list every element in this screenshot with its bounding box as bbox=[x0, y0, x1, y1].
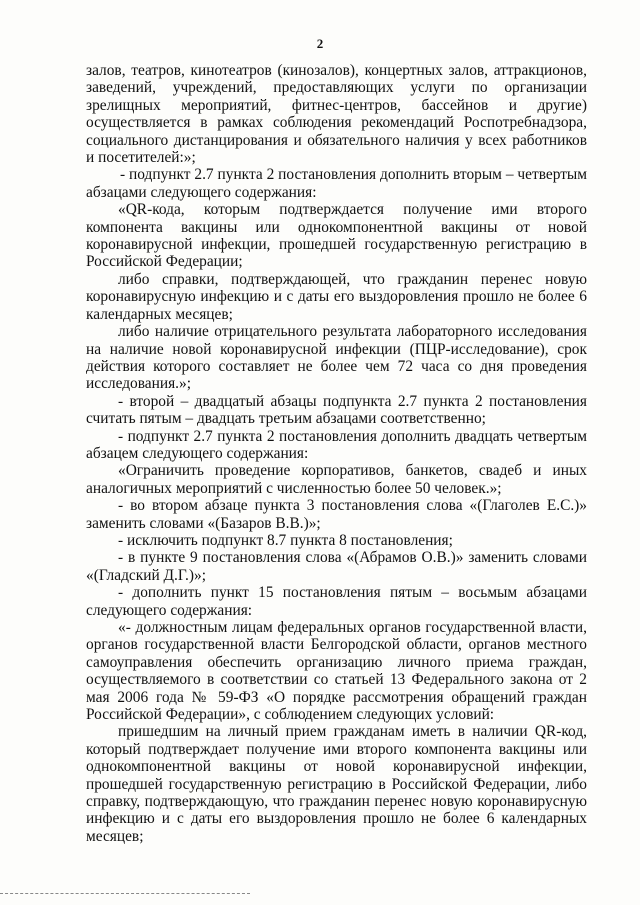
paragraph: - в пункте 9 постановления слова «(Абрамов О.В.)» заменить словами «(Гладский Д.Г.)»; bbox=[86, 549, 587, 584]
paragraph: «Ограничить проведение корпоративов, банкетов, свадеб и иных аналогичных мероприятий с численностью более 50 человек.»; bbox=[86, 462, 587, 497]
paragraph: либо наличие отрицательного результата лабораторного исследования на наличие новой коронавирусной инфекции (ПЦР-исследование), срок действия которого составляет не более чем 72 часа со дня проведения исследования.»; bbox=[86, 323, 587, 393]
paragraph: залов, театров, кинотеатров (кинозалов), концертных залов, аттракционов, заведений, учреждений, предоставляющих услуги по организации зрелищных мероприятий, фитнес-центров, бассейнов и другие) осуществляется в рамках соблюдения рекомендаций Роспотребнадзора, социального дистанцирования и обязательного наличия у всех работников и посетителей:»; bbox=[86, 62, 587, 167]
page-bottom-edge bbox=[0, 893, 250, 894]
paragraph: - исключить подпункт 8.7 пункта 8 постановления; bbox=[118, 531, 453, 549]
paragraph: - подпункт 2.7 пункта 2 постановления дополнить вторым – четвертым абзацами следующего содержания: bbox=[86, 166, 587, 201]
paragraph: либо справки, подтверждающей, что гражданин перенес новую коронавирусную инфекцию и с даты его выздоровления прошло не более 6 календарных месяцев; bbox=[86, 270, 587, 323]
page-number: 2 bbox=[316, 36, 324, 51]
paragraph: - второй – двадцатый абзацы подпункта 2.7 пункта 2 постановления считать пятым – двадцать третьим абзацами соответственно; bbox=[86, 392, 587, 428]
paragraph: «- должностным лицам федеральных органов государственной власти, органов государственной власти Белгородской области, органов местного самоуправления обеспечить организацию личного приема граждан, осуществляемого в соответствии со статьей 13 Федерального закона от 2 мая 2006 года № 59-ФЗ «О порядке рассмотрения обращений граждан Российской Федерации», с соблюдением следующих условий: bbox=[86, 619, 587, 724]
paragraph: - дополнить пункт 15 постановления пятым – восьмым абзацами следующего содержания: bbox=[86, 584, 587, 619]
paragraph: - во втором абзаце пункта 3 постановления слова «(Глаголев Е.С.)» заменить словами «(Базаров В.В.)»; bbox=[86, 497, 587, 532]
paragraph: «QR-кода, которым подтверждается получение ими второго компонента вакцины или однокомпонентной вакцины от новой коронавирусной инфекции, прошедшей государственную регистрацию в Российской Федерации; bbox=[86, 201, 587, 271]
paragraph: пришедшим на личный прием гражданам иметь в наличии QR-код, который подтверждает получение ими второго компонента вакцины или однокомпонентной вакцины от новой коронавирусной инфекции, прошедшей государственную регистрацию в Российской Федерации, либо справку, подтверждающую, что гражданин перенес новую коронавирусную инфекцию и с даты его выздоровления прошло не более 6 календарных месяцев; bbox=[86, 723, 587, 845]
document-body bbox=[86, 62, 587, 845]
paragraph: - подпункт 2.7 пункта 2 постановления дополнить двадцать четвертым абзацем следующего содержания: bbox=[86, 427, 587, 462]
